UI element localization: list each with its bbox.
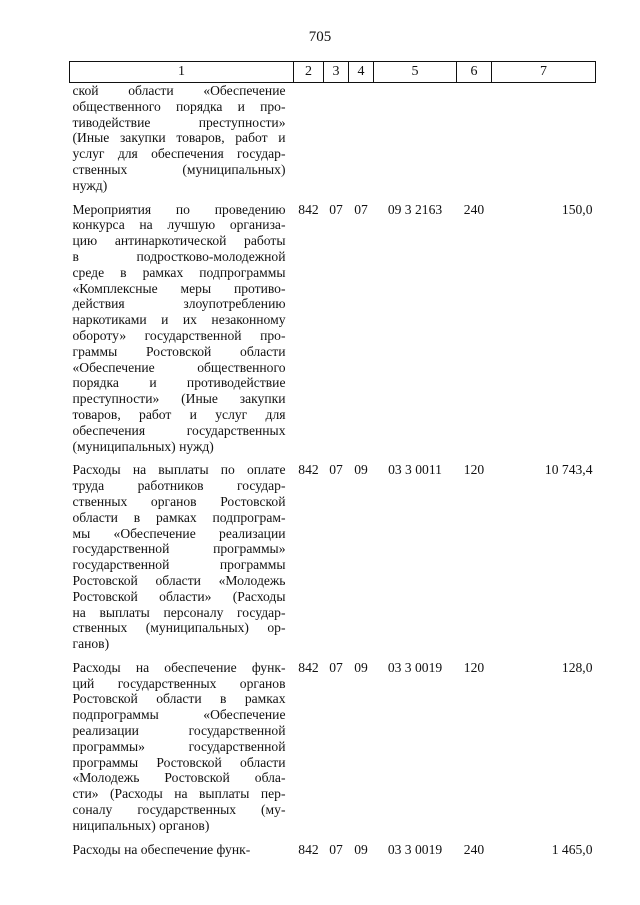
description-line: соналу государственных (му- [72, 802, 286, 818]
expense-type-code: 240 [463, 201, 485, 217]
subsection-code: 09 [354, 462, 368, 478]
column-header-6: 6 [457, 62, 492, 83]
description-line: обороту» государственной про- [72, 327, 286, 343]
table-row [70, 202, 596, 463]
amount-value [492, 83, 596, 202]
row-description [70, 660, 294, 842]
description-line: области в рамках подпрограм- [72, 509, 286, 525]
target-article-code: 03 3 0019 [387, 841, 443, 857]
description-line: в подростково-молодежной [72, 248, 286, 264]
description-line: сти» (Расходы на выплаты пер- [72, 786, 286, 802]
description-line: «Молодежь Ростовской обла- [72, 770, 286, 786]
expense-type-code: 240 [463, 841, 485, 857]
description-line: труда работников государ- [72, 478, 286, 494]
header-row [70, 62, 596, 83]
section-code [324, 83, 349, 202]
description-line: Ростовской области «Молодежь [72, 572, 286, 588]
subsection-code: 09 [354, 659, 368, 675]
amount-value: 1 465,0 [551, 841, 593, 857]
description-line: действия злоупотреблению [72, 296, 286, 312]
row-description [70, 462, 294, 660]
description-line: программы Ростовской области [72, 754, 286, 770]
description-line: обеспечения государственных [72, 422, 286, 438]
description-line: (Иные закупки товаров, работ и [72, 130, 286, 146]
description-line: «Обеспечение общественного [72, 359, 286, 375]
description-line: тиводействие преступности» [72, 114, 286, 130]
description-line: нужд) [72, 177, 108, 193]
description-line: (муниципальных) нужд) [72, 438, 214, 454]
description-line: Расходы на обеспечение функ- [72, 841, 251, 857]
description-line: на выплаты персоналу государ- [72, 604, 286, 620]
description-line: реализации государственной [72, 723, 286, 739]
description-line: наркотиками и их незаконному [72, 312, 286, 328]
ministry-code: 842 [298, 841, 319, 857]
section-code: 07 [329, 841, 343, 857]
description-line: подпрограммы «Обеспечение [72, 707, 286, 723]
description-line: «Комплексные меры противо- [72, 280, 286, 296]
description-line: общественного порядка и про- [72, 98, 286, 114]
description-line: ственных органов Ростовской [72, 493, 286, 509]
page-number: 705 [308, 29, 332, 45]
expense-type-code: 120 [463, 659, 485, 675]
column-header-5: 5 [374, 62, 457, 83]
table-row [70, 842, 596, 866]
table-row [70, 660, 596, 842]
section-code: 07 [329, 462, 343, 478]
column-header-4: 4 [349, 62, 374, 83]
description-line: преступности» (Иные закупки [72, 391, 286, 407]
target-article-code: 03 3 0019 [387, 659, 443, 675]
description-line: ской области «Обеспечение [72, 83, 286, 98]
target-article-code [374, 83, 457, 202]
description-line: ниципальных) органов) [72, 817, 210, 833]
amount-value: 10 743,4 [544, 462, 593, 478]
section-code: 07 [329, 201, 343, 217]
amount-value: 128,0 [561, 659, 593, 675]
description-line: мы «Обеспечение реализации [72, 525, 286, 541]
description-line: Расходы на обеспечение функ- [72, 659, 286, 675]
table-row [70, 462, 596, 660]
description-line: Расходы на выплаты по оплате [72, 462, 286, 478]
amount-value: 150,0 [561, 201, 593, 217]
subsection-code [349, 83, 374, 202]
target-article-code: 09 3 2163 [387, 201, 443, 217]
description-line: государственной программы» [72, 541, 286, 557]
table-header [70, 62, 596, 83]
ministry-code: 842 [298, 201, 319, 217]
description-line: ственных (муниципальных) ор- [72, 620, 286, 636]
row-description [70, 83, 294, 202]
budget-table [69, 61, 596, 865]
subsection-code: 09 [354, 841, 368, 857]
description-line: государственной программы [72, 557, 286, 573]
description-line: ганов) [72, 636, 110, 652]
column-header-2: 2 [294, 62, 324, 83]
expense-type-code: 120 [463, 462, 485, 478]
table-body [70, 83, 596, 866]
subsection-code: 07 [354, 201, 368, 217]
target-article-code: 03 3 0011 [388, 462, 442, 478]
description-line: услуг для обеспечения государ- [72, 146, 286, 162]
description-line: порядка и противодействие [72, 375, 286, 391]
ministry-code: 842 [298, 659, 319, 675]
description-line: Мероприятия по проведению [72, 201, 286, 217]
column-header-7: 7 [492, 62, 596, 83]
description-line: ций государственных органов [72, 675, 286, 691]
description-line: конкурса на лучшую организа- [72, 217, 286, 233]
description-line: Ростовской области» (Расходы [72, 588, 286, 604]
section-code: 07 [329, 659, 343, 675]
table-row [70, 83, 596, 202]
expense-type-code [457, 83, 492, 202]
ministry-code: 842 [298, 462, 319, 478]
description-line: цию антинаркотической работы [72, 233, 286, 249]
description-line: товаров, работ и услуг для [72, 406, 286, 422]
row-description [70, 842, 294, 866]
description-line: среде в рамках подпрограммы [72, 264, 286, 280]
column-header-1: 1 [70, 62, 294, 83]
description-line: ственных (муниципальных) [72, 161, 286, 177]
description-line: граммы Ростовской области [72, 343, 286, 359]
description-line: Ростовской области в рамках [72, 691, 286, 707]
description-line: программы» государственной [72, 738, 286, 754]
ministry-code [294, 83, 324, 202]
row-description [70, 202, 294, 463]
column-header-3: 3 [324, 62, 349, 83]
